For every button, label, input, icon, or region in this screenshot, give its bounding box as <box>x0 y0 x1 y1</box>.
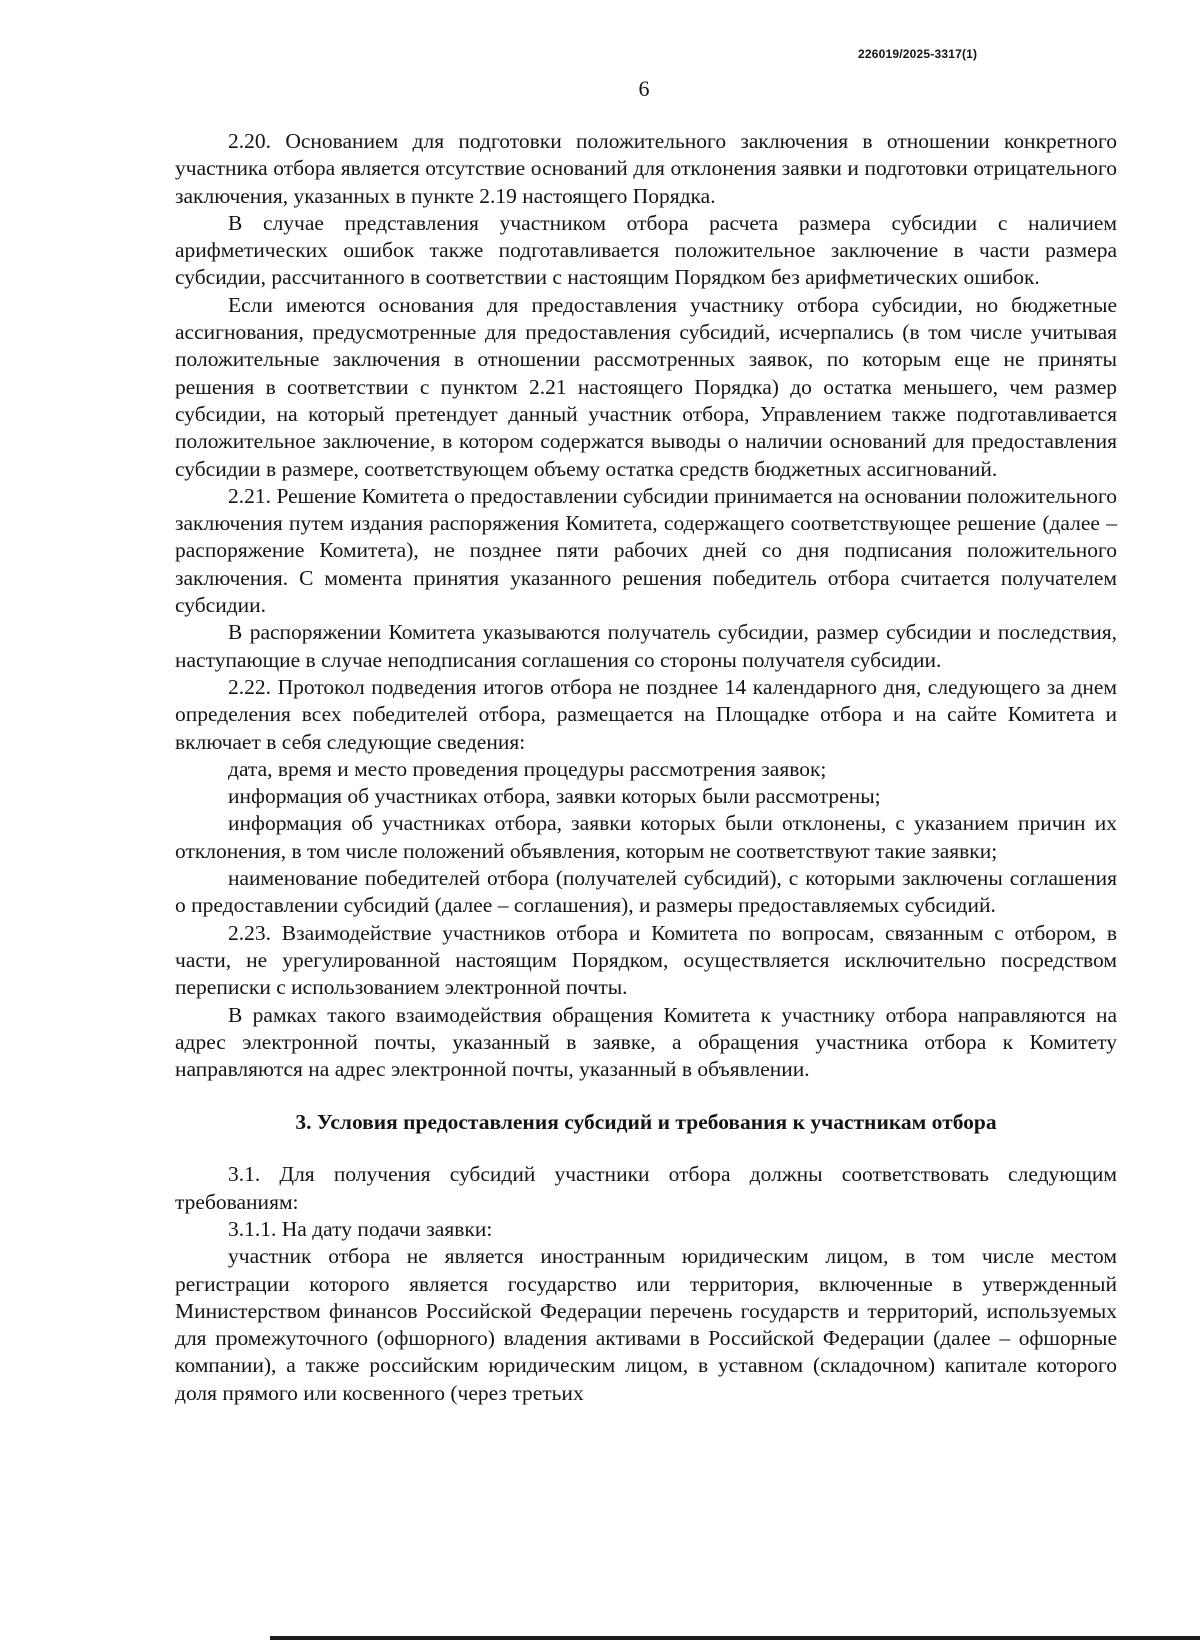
list-item-reviewed-participants: информация об участниках отбора, заявки которых были рассмотрены; <box>228 784 881 809</box>
paragraph-email-interaction: В рамках такого взаимодействия обращения Комитета к участнику отбора направляются на адрес электронной почты, указанный в заявке, а обращения участника отбора к Комитету направляются на адрес электронной почты, указанный в объявлении. <box>175 1002 1117 1082</box>
list-item-winners: наименование победителей отбора (получателей субсидий), с которыми заключены соглашения о предоставлении субсидий (далее – соглашения), и размеры предоставляемых субсидий. <box>175 866 1117 918</box>
list-item-rejected-participants: информация об участниках отбора, заявки которых были отклонены, с указанием причин их отклонения, в том числе положений объявления, которым не соответствуют такие заявки; <box>175 811 1117 863</box>
list-item-review-date: дата, время и место проведения процедуры рассмотрения заявок; <box>228 756 827 781</box>
section-3-heading: 3. Условия предоставления субсидий и требования к участникам отбора <box>295 1110 997 1135</box>
page-bottom-border <box>270 1636 1200 1640</box>
paragraph-budget-remainder: Если имеются основания для предоставления участнику отбора субсидии, но бюджетные ассигнования, предусмотренные для предоставления субсидий, исчерпались (в том числе учитывая положительные заключения в отношении рассмотренных заявок, по которым еще не приняты решения в соответствии с пунктом 2.21 настоящего Порядка) до остатка меньшего, чем размер субсидии, на который претендует данный участник отбора, Управлением также подготавливается положительное заключение, в котором содержатся выводы о наличии оснований для предоставления субсидии в размере, соответствующем объему остатка средств бюджетных ассигнований. <box>175 292 1117 481</box>
paragraph-2-22: 2.22. Протокол подведения итогов отбора не позднее 14 календарного дня, следующего за днем определения всех победителей отбора, размещается на Площадке отбора и на сайте Комитета и включает в себя следующие сведения: <box>175 674 1117 754</box>
paragraph-2-23: 2.23. Взаимодействие участников отбора и Комитета по вопросам, связанным с отбором, в части, не урегулированной настоящим Порядком, осуществляется исключительно посредством переписки с использованием электронной почты. <box>175 920 1117 1000</box>
paragraph-offshore-requirement: участник отбора не является иностранным юридическим лицом, в том числе местом регистрации которого является государство или территория, включенные в утвержденный Министерством финансов Российской Федерации перечень государств и территорий, используемых для промежуточного (офшорного) владения активами в Российской Федерации (далее – офшорные компании), а также российским юридическим лицом, в уставном (складочном) капитале которого доля прямого или косвенного (через третьих <box>175 1244 1117 1405</box>
document-body <box>175 128 1117 1407</box>
paragraph-arithmetic-errors: В случае представления участником отбора расчета размера субсидии с наличием арифметических ошибок также подготавливается положительное заключение в части размера субсидии, рассчитанного в соответствии с настоящим Порядком без арифметических ошибок. <box>175 210 1117 290</box>
paragraph-3-1: 3.1. Для получения субсидий участники отбора должны соответствовать следующим требованиям: <box>175 1162 1117 1214</box>
paragraph-order-contents: В распоряжении Комитета указываются получатель субсидии, размер субсидии и последствия, наступающие в случае неподписания соглашения со стороны получателя субсидии. <box>175 620 1117 672</box>
paragraph-3-1-1: 3.1.1. На дату подачи заявки: <box>228 1216 493 1241</box>
registration-number: 226019/2025-3317(1) <box>858 47 978 61</box>
page-number: 6 <box>638 76 650 101</box>
paragraph-2-20: 2.20. Основанием для подготовки положительного заключения в отношении конкретного участника отбора является отсутствие оснований для отклонения заявки и подготовки отрицательного заключения, указанных в пункте 2.19 настоящего Порядка. <box>175 129 1117 208</box>
paragraph-2-21: 2.21. Решение Комитета о предоставлении субсидии принимается на основании положительного заключения путем издания распоряжения Комитета, содержащего соответствующее решение (далее – распоряжение Комитета), не позднее пяти рабочих дней со дня подписания положительного заключения. С момента принятия указанного решения победитель отбора считается получателем субсидии. <box>175 483 1117 618</box>
